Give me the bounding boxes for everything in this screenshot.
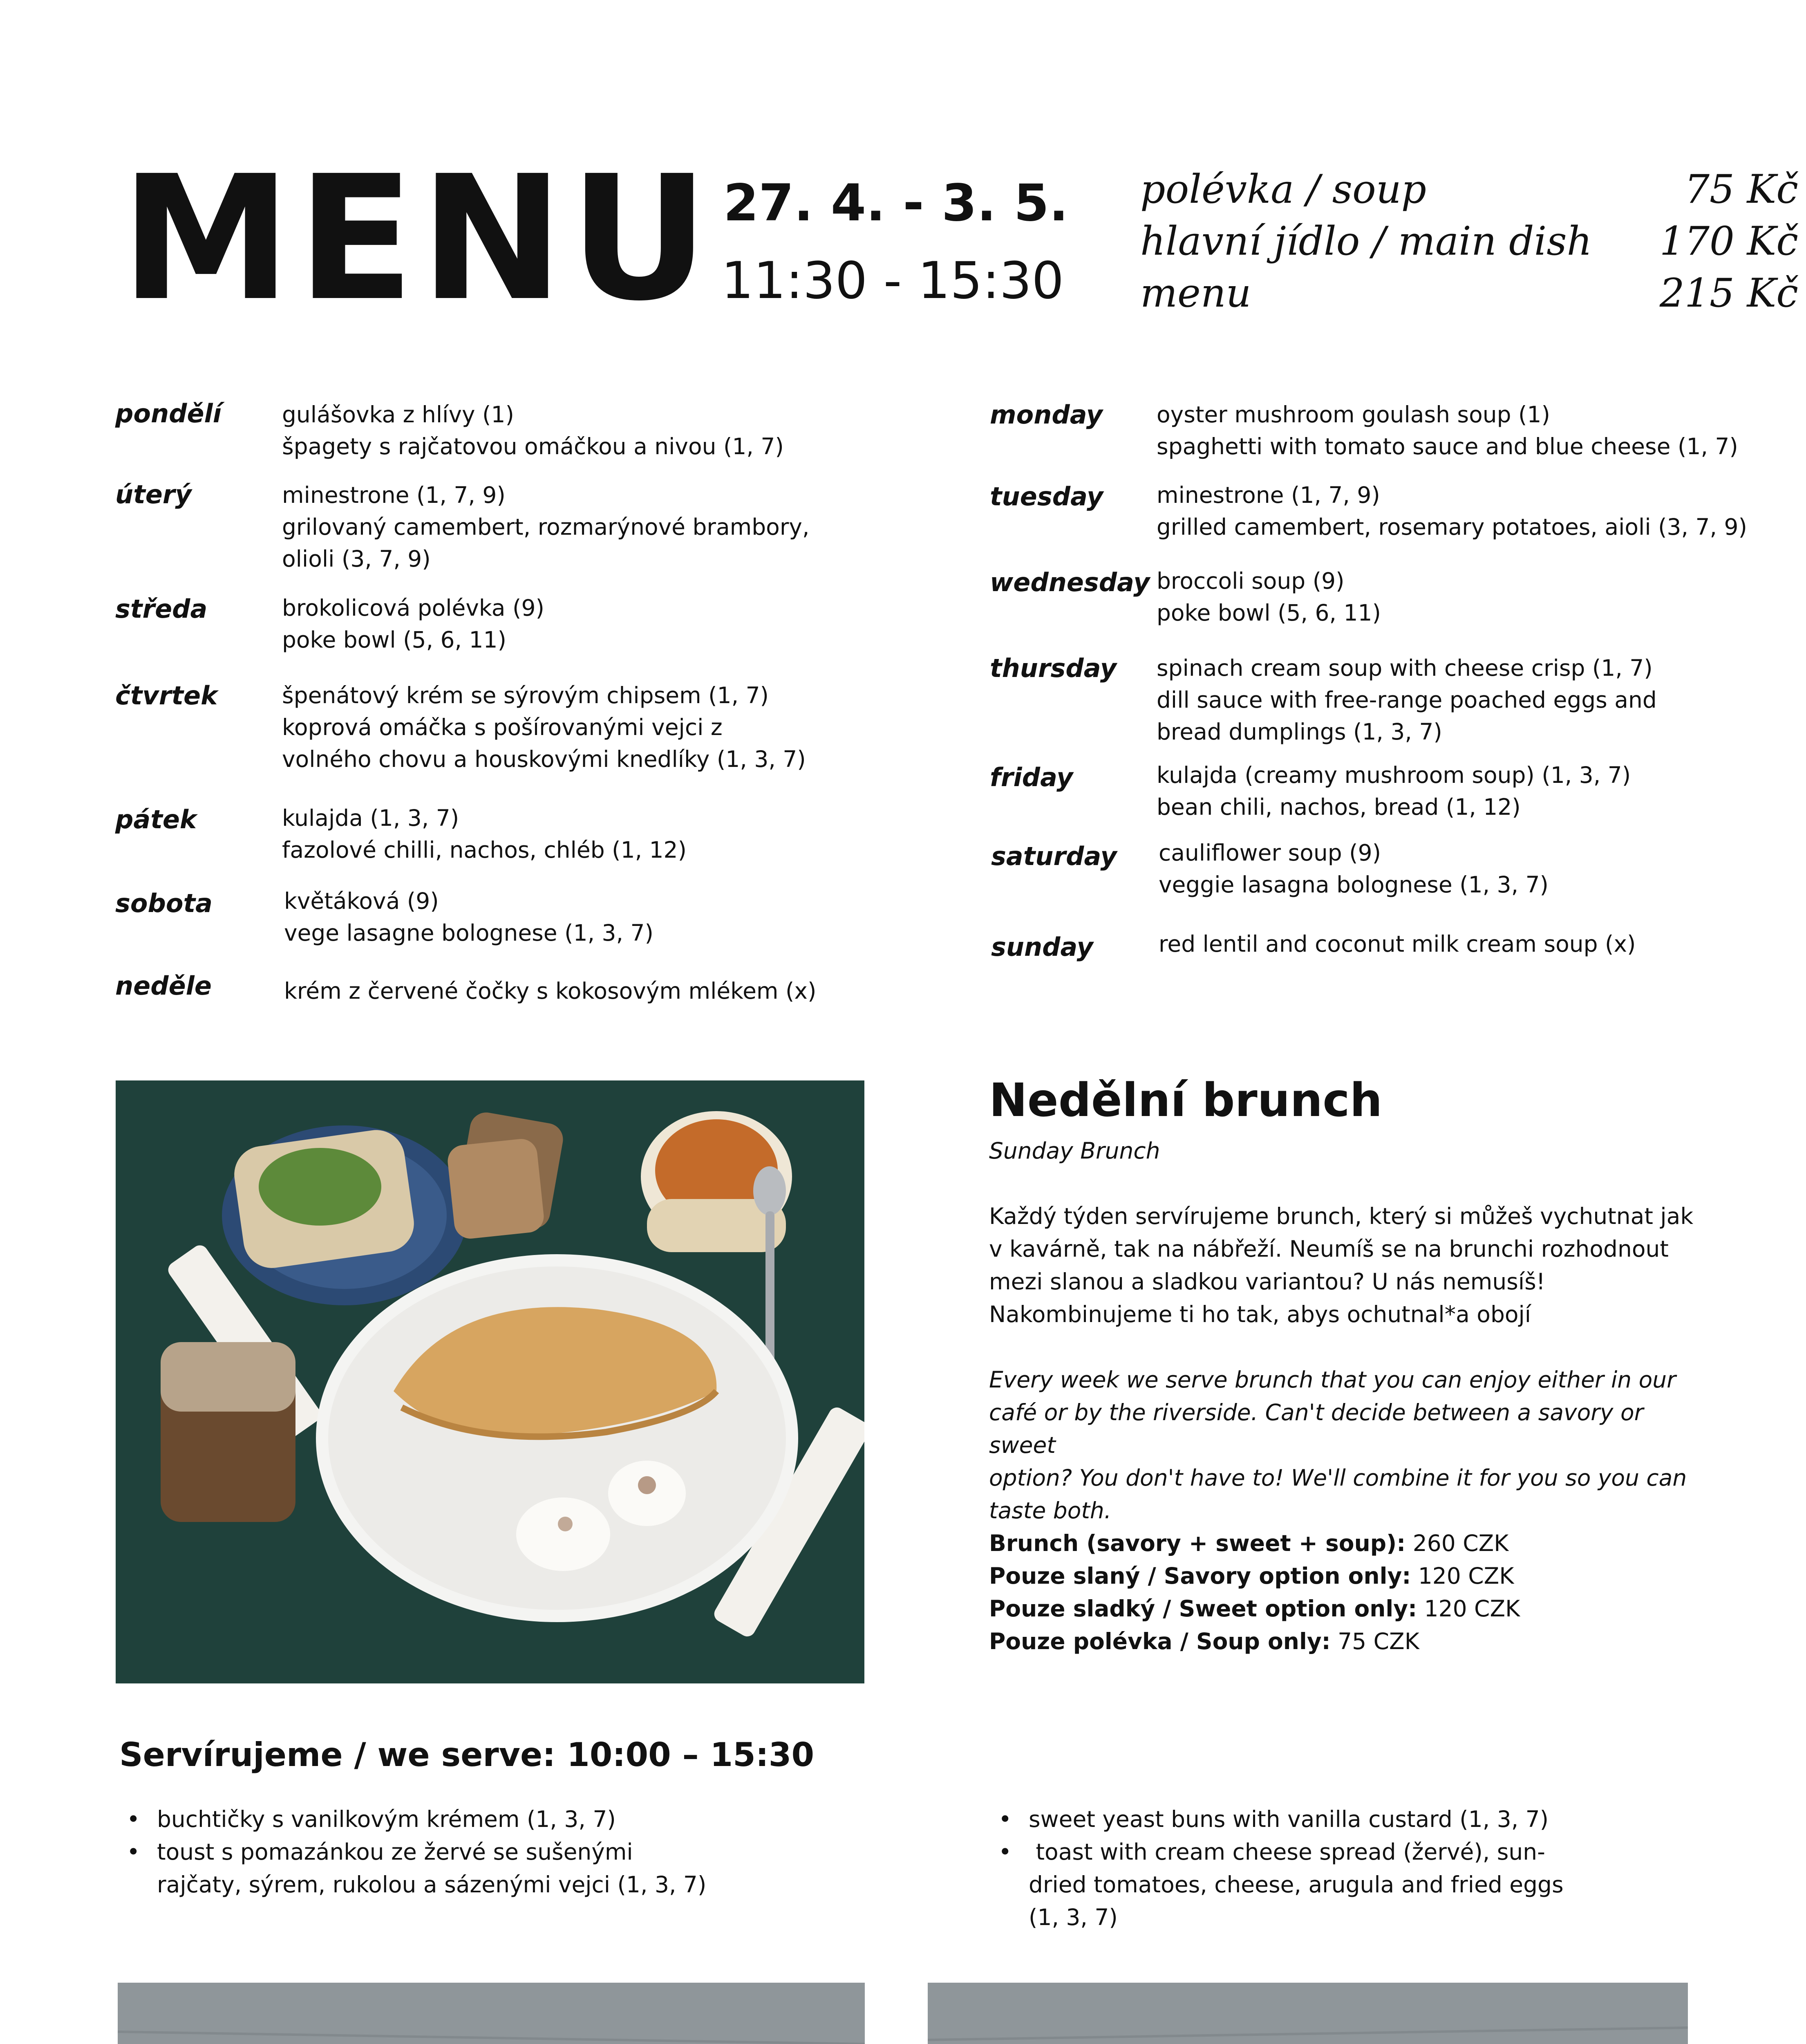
price-row-menu <box>1140 267 1798 319</box>
price-label: menu <box>1140 270 1251 316</box>
text-line: v kavárně, tak na nábřeží. Neumíš se na brunchi rozhodnout <box>989 1236 1669 1262</box>
dish-line: volného chovu a houskovými knedlíky (1, 3, 7) <box>282 746 806 772</box>
day-label-sunday-cz: neděle <box>115 971 212 1001</box>
dish-line: poke bowl (5, 6, 11) <box>282 627 506 653</box>
price-label: hlavní jídlo / main dish <box>1140 218 1592 264</box>
brunch-price-label: Pouze polévka / Soup only: <box>989 1628 1331 1654</box>
dish-line: veggie lasagna bolognese (1, 3, 7) <box>1159 872 1549 898</box>
dish-line: minestrone (1, 7, 9) <box>282 482 506 508</box>
text-line: café or by the riverside. Can't decide between a savory or sweet <box>989 1399 1644 1458</box>
dish-line: brokolicová polévka (9) <box>282 595 544 621</box>
text-line: Nakombinujeme ti ho tak, abys ochutnal*a obojí <box>989 1301 1531 1327</box>
dish-line: dill sauce with free-range poached eggs and <box>1157 687 1657 713</box>
dish-line: poke bowl (5, 6, 11) <box>1157 600 1381 626</box>
day-label-tuesday-en: tuesday <box>990 482 1103 511</box>
text-line: Každý týden servírujeme brunch, který si můžeš vychutnat jak <box>989 1203 1694 1229</box>
day-label-friday-en: friday <box>990 762 1073 792</box>
brunch-price-list <box>989 1527 1520 1658</box>
list-item <box>119 1836 706 1901</box>
dish-line: špagety s rajčatovou omáčkou a nivou (1, 7) <box>282 433 784 459</box>
dish-line: red lentil and coconut milk cream soup (x) <box>1159 931 1636 957</box>
brunch-photo-image <box>116 1080 864 1683</box>
text-line: Every week we serve brunch that you can enjoy either in our <box>989 1367 1676 1393</box>
brunch-price-row <box>989 1625 1520 1658</box>
dish-line: minestrone (1, 7, 9) <box>1157 482 1380 508</box>
price-value: 215 Kč <box>1659 270 1798 316</box>
dish-line: vege lasagne bolognese (1, 3, 7) <box>284 920 653 946</box>
brunch-title: Nedělní brunch <box>989 1074 1383 1127</box>
dish-line: krém z červené čočky s kokosovým mlékem (x) <box>284 978 817 1004</box>
day-dishes-sunday-en <box>1159 928 1636 960</box>
brunch-price-row <box>989 1527 1520 1560</box>
serve-list-cz <box>119 1803 706 1901</box>
day-label-thursday-en: thursday <box>990 653 1117 683</box>
brunch-price-row <box>989 1560 1520 1592</box>
text-line: taste both. <box>989 1497 1112 1524</box>
day-dishes-saturday-en <box>1159 837 1549 901</box>
price-label: polévka / soup <box>1140 166 1427 212</box>
mushroom-toast-image <box>118 1983 865 2044</box>
day-dishes-tuesday-cz <box>282 479 809 575</box>
day-dishes-wednesday-en <box>1157 565 1381 629</box>
brunch-photo <box>116 1080 864 1683</box>
brunch-price-label: Pouze sladký / Sweet option only: <box>989 1596 1417 1622</box>
serve-title: Servírujeme / we serve: 10:00 – 15:30 <box>119 1736 815 1774</box>
brunch-price-value: 120 CZK <box>1418 1563 1514 1589</box>
list-item <box>991 1803 1564 1836</box>
day-dishes-thursday-en <box>1157 652 1657 748</box>
brunch-price-value: 120 CZK <box>1424 1596 1520 1622</box>
brunch-price-label: Brunch (savory + sweet + soup): <box>989 1530 1406 1556</box>
day-label-wednesday-en: wednesday <box>990 567 1150 597</box>
dish-line: fazolové chilli, nachos, chléb (1, 12) <box>282 837 687 863</box>
brunch-description-en <box>989 1363 1708 1527</box>
dish-line: olioli (3, 7, 9) <box>282 546 431 572</box>
day-label-monday-cz: pondělí <box>115 399 222 428</box>
dish-line: kulajda (creamy mushroom soup) (1, 3, 7) <box>1157 762 1631 788</box>
text-line: rajčaty, sýrem, rukolou a sázenými vejci (1, 3, 7) <box>157 1871 707 1898</box>
serve-list-en <box>991 1803 1564 1934</box>
dish-line: grilovaný camembert, rozmarýnové brambory, <box>282 514 810 540</box>
text-line: (1, 3, 7) <box>1029 1904 1118 1930</box>
mushroom-toast-photo <box>118 1983 865 2044</box>
price-row-main <box>1140 215 1798 267</box>
day-dishes-monday-en <box>1157 399 1738 462</box>
text-line: dried tomatoes, cheese, arugula and fried eggs <box>1029 1871 1564 1898</box>
day-dishes-tuesday-en <box>1157 479 1747 543</box>
dish-line: bread dumplings (1, 3, 7) <box>1157 719 1442 745</box>
list-item <box>991 1836 1564 1934</box>
dish-line: cauliflower soup (9) <box>1159 840 1381 866</box>
price-row-soup <box>1140 164 1798 215</box>
text-line: mezi slanou a sladkou variantou? U nás nemusíš! <box>989 1269 1545 1295</box>
dish-line: špenátový krém se sýrovým chipsem (1, 7) <box>282 682 769 708</box>
price-value: 170 Kč <box>1659 218 1798 264</box>
day-label-monday-en: monday <box>990 400 1103 430</box>
text-line: • toust s pomazánkou ze žervé se sušenými <box>157 1839 633 1865</box>
list-item <box>119 1803 706 1836</box>
price-list <box>1140 164 1798 319</box>
dish-line: gulášovka z hlívy (1) <box>282 401 514 428</box>
brunch-description-cz <box>989 1200 1708 1331</box>
day-dishes-friday-en <box>1157 759 1631 823</box>
text-line: • toast with cream cheese spread (žervé), sun- <box>1029 1839 1545 1865</box>
price-value: 75 Kč <box>1684 166 1798 212</box>
text-line: • sweet yeast buns with vanilla custard (1, 3, 7) <box>1029 1806 1549 1832</box>
day-label-thursday-cz: čtvrtek <box>115 681 218 710</box>
text-line: option? You don't have to! We'll combine it for you so you can <box>989 1465 1687 1491</box>
day-dishes-sunday-cz <box>284 975 816 1007</box>
brunch-price-value: 260 CZK <box>1412 1530 1509 1556</box>
day-label-tuesday-cz: úterý <box>115 480 192 509</box>
dish-line: oyster mushroom goulash soup (1) <box>1157 401 1550 428</box>
menu-logo: MENU <box>121 139 715 339</box>
soup-bread-image <box>928 1983 1688 2044</box>
day-dishes-saturday-cz <box>284 885 653 949</box>
dish-line: spinach cream soup with cheese crisp (1, 7) <box>1157 655 1653 681</box>
day-dishes-thursday-cz <box>282 679 806 775</box>
dish-line: bean chili, nachos, bread (1, 12) <box>1157 794 1521 820</box>
week-dates: 27. 4. - 3. 5. <box>723 174 1068 233</box>
day-dishes-friday-cz <box>282 802 687 866</box>
day-label-sunday-en: sunday <box>991 932 1093 962</box>
dish-line: koprová omáčka s pošírovanými vejci z <box>282 714 723 740</box>
day-label-saturday-cz: sobota <box>115 888 213 918</box>
serving-hours: 11:30 - 15:30 <box>721 251 1064 310</box>
dish-line: broccoli soup (9) <box>1157 568 1345 594</box>
day-dishes-wednesday-cz <box>282 592 544 656</box>
brunch-price-label: Pouze slaný / Savory option only: <box>989 1563 1411 1589</box>
brunch-price-row <box>989 1592 1520 1625</box>
brunch-subtitle: Sunday Brunch <box>989 1138 1160 1164</box>
day-label-friday-cz: pátek <box>115 805 197 834</box>
text-line: • buchtičky s vanilkovým krémem (1, 3, 7) <box>157 1806 616 1832</box>
dish-line: grilled camembert, rosemary potatoes, aioli (3, 7, 9) <box>1157 514 1747 540</box>
dish-line: květáková (9) <box>284 888 439 914</box>
day-label-saturday-en: saturday <box>991 841 1117 871</box>
soup-bread-photo <box>928 1983 1688 2044</box>
dish-line: spaghetti with tomato sauce and blue cheese (1, 7) <box>1157 433 1738 459</box>
brunch-price-value: 75 CZK <box>1338 1628 1419 1654</box>
day-label-wednesday-cz: středa <box>115 594 208 624</box>
day-dishes-monday-cz <box>282 399 784 462</box>
dish-line: kulajda (1, 3, 7) <box>282 805 459 831</box>
